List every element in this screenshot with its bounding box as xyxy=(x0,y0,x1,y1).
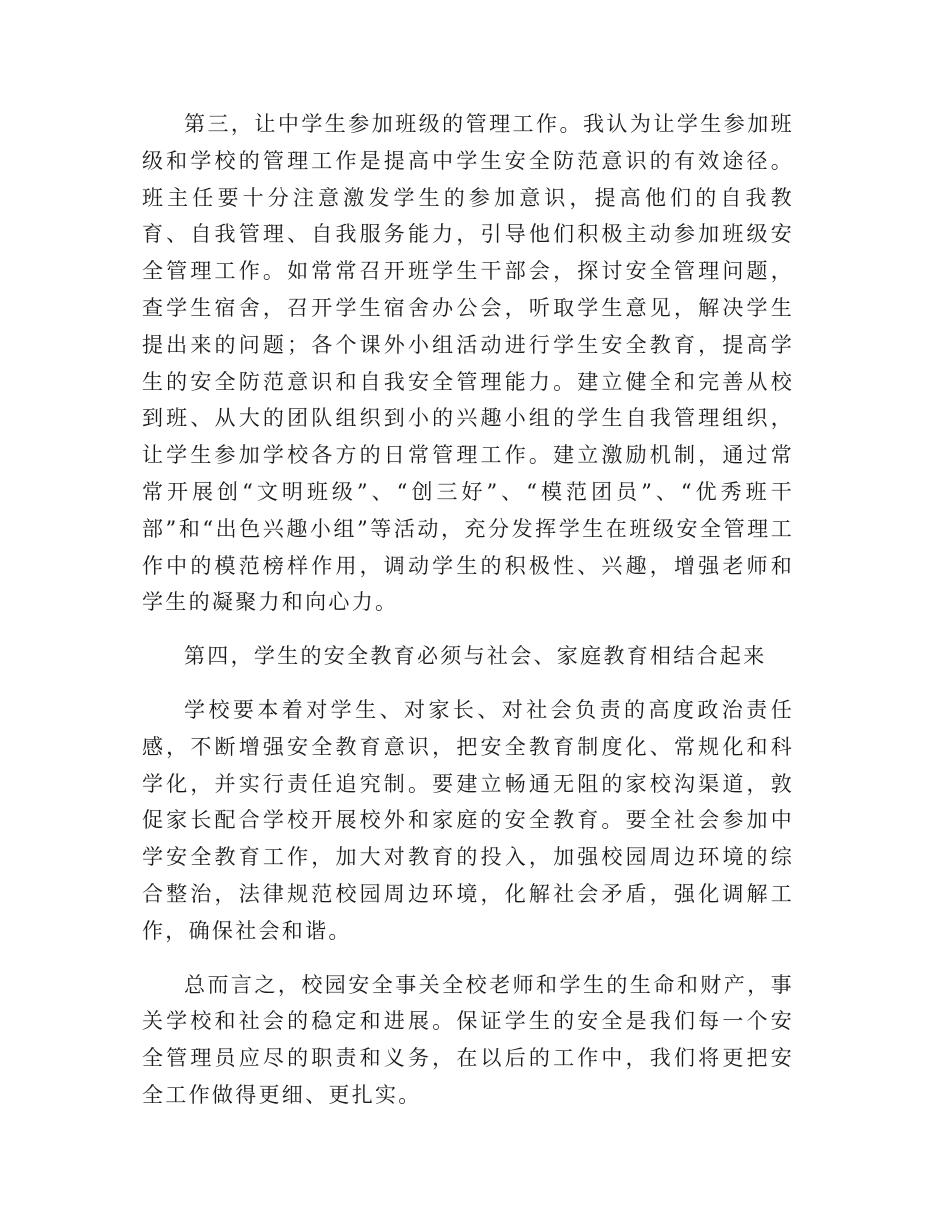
paragraph-student-management: 第三，让中学生参加班级的管理工作。我认为让学生参加班级和学校的管理工作是提高中学生安全防范意识的有效途径。班主任要十分注意激发学生的参加意识，提高他们的自我教育、自我管理、自我服务能力，引导他们积极主动参加班级安全管理工作。如常常召开班学生干部会，探讨安全管理问题，查学生宿舍，召开学生宿舍办公会，听取学生意见，解决学生提出来的问题；各个课外小组活动进行学生安全教育，提高学生的安全防范意识和自我安全管理能力。建立健全和完善从校到班、从大的团队组织到小的兴趣小组的学生自我管理组织，让学生参加学校各方的日常管理工作。建立激励机制，通过常常开展创“文明班级”、“创三好”、“模范团员”、“优秀班干部”和“出色兴趣小组”等活动，充分发挥学生在班级安全管理工作中的模范榜样作用，调动学生的积极性、兴趣，增强老师和学生的凝聚力和向心力。 xyxy=(142,112,794,615)
paragraph-conclusion: 总而言之，校园安全事关全校老师和学生的生命和财产，事关学校和社会的稳定和进展。保证学生的安全是我们每一个安全管理员应尽的职责和义务，在以后的工作中，我们将更把安全工作做得更细、更扎实。 xyxy=(142,972,794,1107)
paragraph-school-family-society: 学校要本着对学生、对家长、对社会负责的高度政治责任感，不断增强安全教育意识，把安全教育制度化、常规化和科学化，并实行责任追究制。要建立畅通无阻的家校沟渠道，敦促家长配合学校开展校外和家庭的安全教育。要全社会参加中学安全教育工作，加大对教育的投入，加强校园周边环境的综合整治，法律规范校园周边环境，化解社会矛盾，强化调解工作，确保社会和谐。 xyxy=(142,697,794,943)
document-body xyxy=(142,106,794,1114)
paragraph-heading-fourth: 第四，学生的安全教育必须与社会、家庭教育相结合起来 xyxy=(184,644,767,669)
